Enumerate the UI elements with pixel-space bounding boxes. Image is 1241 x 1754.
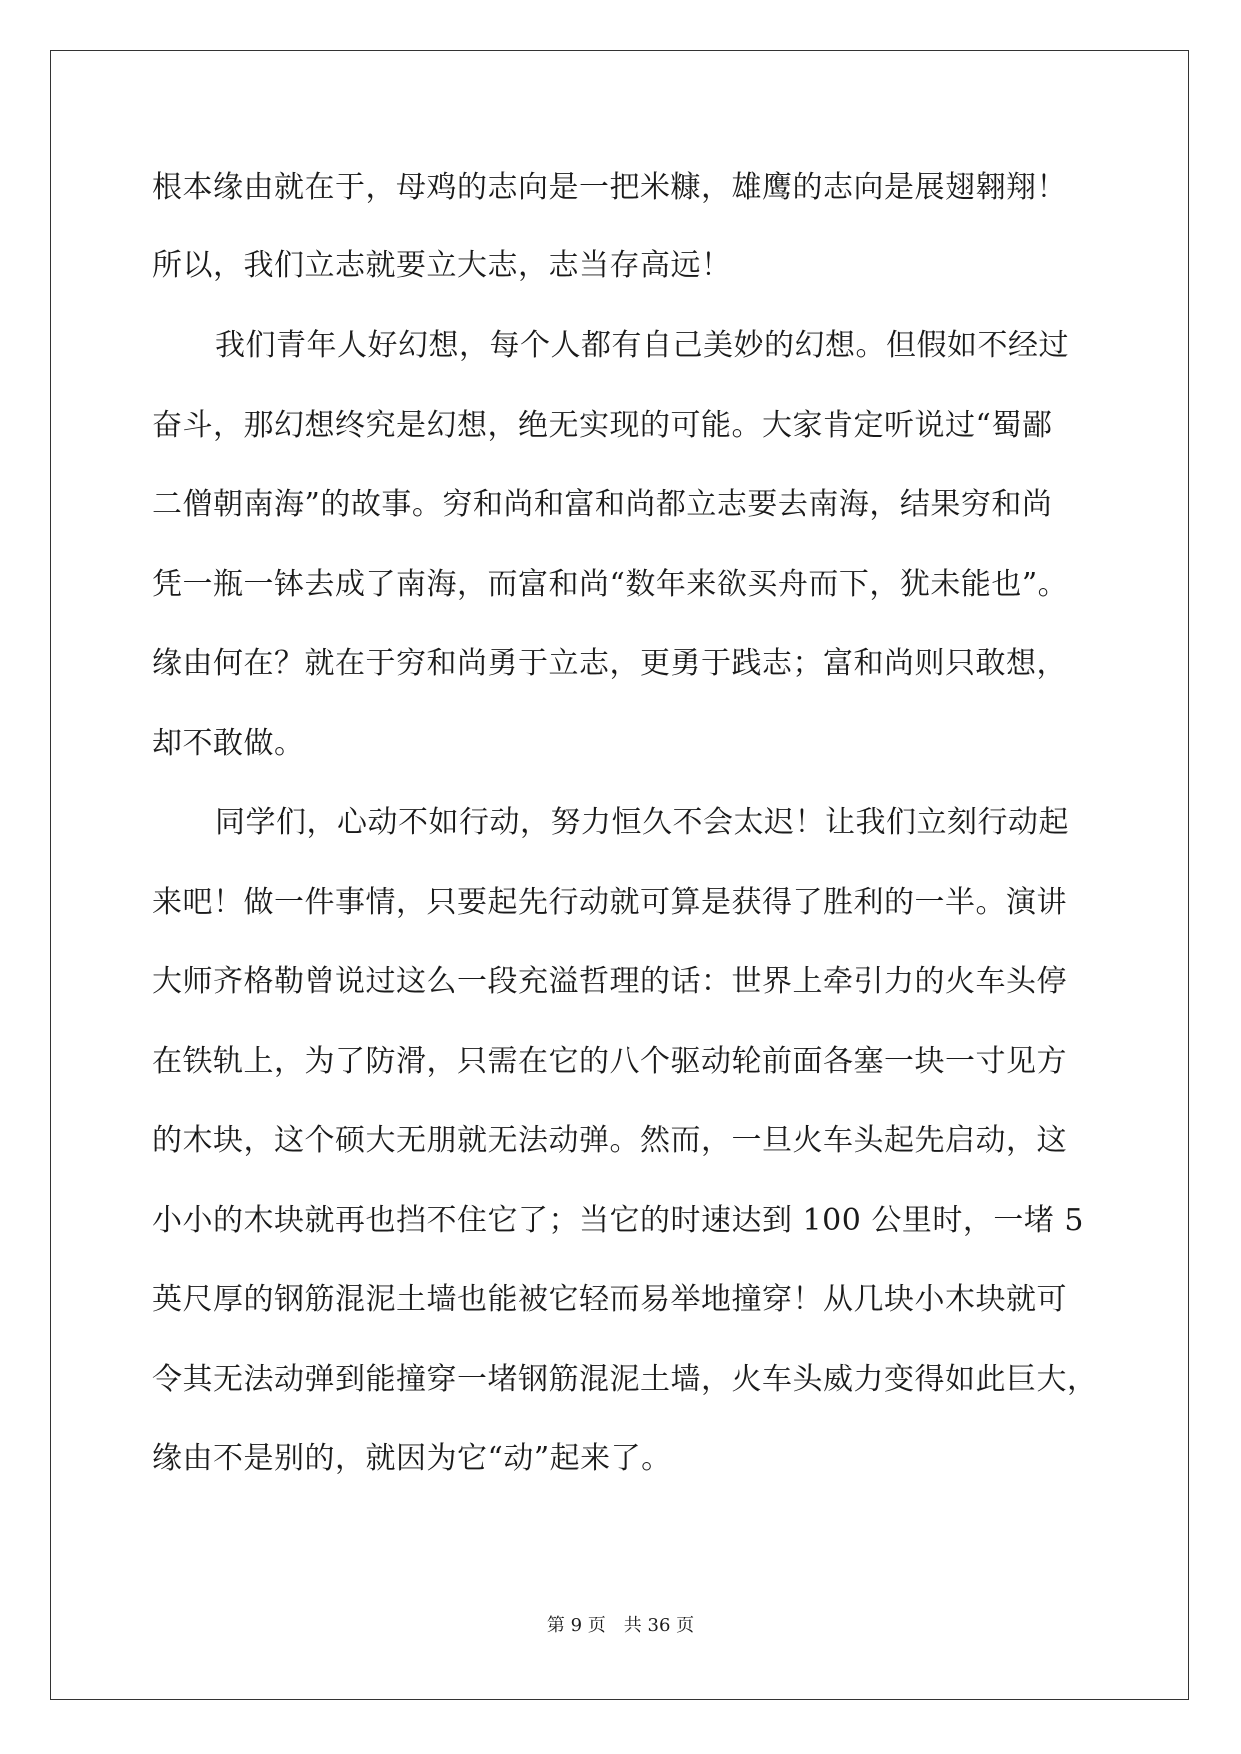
text-line: 却不敢做。 (152, 726, 305, 761)
paragraph-first-line: 同学们，心动不如行动，努力恒久不会太迟！让我们立刻行动起 (215, 805, 1069, 840)
text-line: 令其无法动弹到能撞穿一堵钢筋混泥土墙，火车头威力变得如此巨大， (152, 1362, 1098, 1397)
paragraph-first-line: 我们青年人好幻想，每个人都有自己美妙的幻想。但假如不经过 (215, 328, 1069, 363)
page-footer (0, 1611, 1241, 1637)
text-line: 所以，我们立志就要立大志，志当存高远！ (152, 248, 732, 283)
page-total: 共 36 页 (623, 1615, 695, 1636)
page-number: 第 9 页 (546, 1615, 606, 1636)
text-line: 二僧朝南海”的故事。穷和尚和富和尚都立志要去南海，结果穷和尚 (152, 487, 1053, 522)
text-line: 来吧！做一件事情，只要起先行动就可算是获得了胜利的一半。演讲 (152, 885, 1067, 920)
text-line: 根本缘由就在于，母鸡的志向是一把米糠，雄鹰的志向是展翅翱翔！ (152, 170, 1067, 205)
text-line: 小小的木块就再也挡不住它了；当它的时速达到 100 公里时，一堵 5 (152, 1203, 1084, 1238)
text-line: 缘由何在？就在于穷和尚勇于立志，更勇于践志；富和尚则只敢想， (152, 646, 1067, 681)
text-line: 英尺厚的钢筋混泥土墙也能被它轻而易举地撞穿！从几块小木块就可 (152, 1282, 1067, 1317)
text-line: 凭一瓶一钵去成了南海，而富和尚“数年来欲买舟而下，犹未能也”。 (152, 567, 1069, 602)
text-line: 在铁轨上，为了防滑，只需在它的八个驱动轮前面各塞一块一寸见方 (152, 1044, 1067, 1079)
text-line: 的木块，这个硕大无朋就无法动弹。然而，一旦火车头起先启动，这 (152, 1123, 1067, 1158)
text-line: 奋斗，那幻想终究是幻想，绝无实现的可能。大家肯定听说过“蜀鄙 (152, 408, 1053, 443)
text-line: 大师齐格勒曾说过这么一段充溢哲理的话：世界上牵引力的火车头停 (152, 964, 1067, 999)
text-line: 缘由不是别的，就因为它“动”起来了。 (152, 1441, 672, 1476)
